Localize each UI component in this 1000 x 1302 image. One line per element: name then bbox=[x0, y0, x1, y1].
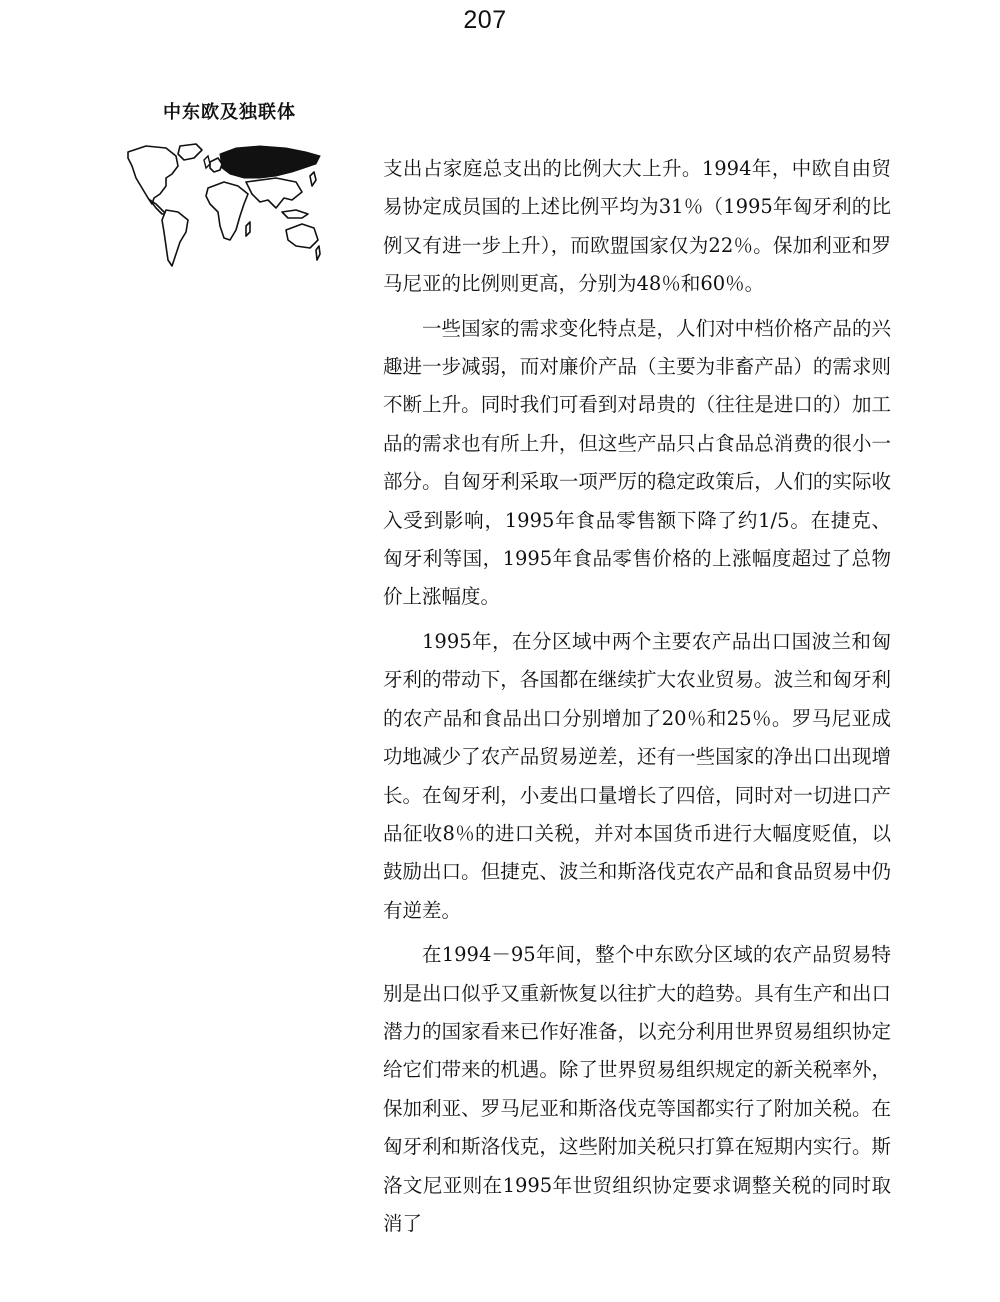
greenland-shape bbox=[178, 144, 202, 160]
world-map-icon bbox=[126, 142, 322, 270]
paragraph-3: 1995年，在分区域中两个主要农产品出口国波兰和匈牙利的带动下，各国都在继续扩大农业贸易。波兰和匈牙利的农产品和食品出口分别增加了20％和25％。罗马尼亚成功地减少了农产品贸易逆差，还有一些国家的净出口出现增长。在匈牙利，小麦出口量增长了四倍，同时对一切进口产品征收8％的进口关税，并对本国货币进行大幅度贬值，以鼓励出口。但捷克、波兰和斯洛伐克农产品和食品贸易中仍有逆差。 bbox=[383, 629, 891, 922]
page-number: 207 bbox=[463, 6, 507, 34]
new-zealand-shape bbox=[316, 246, 320, 260]
madagascar-shape bbox=[246, 222, 250, 236]
paragraph-1: 支出占家庭总支出的比例大大上升。1994年，中欧自由贸易协定成员国的上述比例平均为31％（1995年匈牙利的比例又有进一步上升），而欧盟国家仅为22％。保加利亚和罗马尼亚的比例则更高，分别为48％和60％。 bbox=[383, 157, 891, 296]
south-asia-shape bbox=[246, 178, 302, 208]
africa-shape bbox=[206, 182, 248, 240]
section-title: 中东欧及独联体 bbox=[163, 102, 296, 123]
paragraph-4: 在1994－95年间，整个中东欧分区域的农产品贸易特别是出口似乎又重新恢复以往扩大的趋势。具有生产和出口潜力的国家看来已作好准备，以充分利用世界贸易组织协定给它们带来的机遇。除了世界贸易组织规定的新关税率外，保加利亚、罗马尼亚和斯洛伐克等国都实行了附加关税。在匈牙利和斯洛伐克，这些附加关税只打算在短期内实行。斯洛文尼亚则在1995年世贸组织协定要求调整关税的同时取消了 bbox=[383, 943, 891, 1235]
south-america-shape bbox=[162, 210, 188, 266]
body-text bbox=[383, 150, 891, 1243]
north-america-shape bbox=[128, 146, 178, 204]
japan-shape bbox=[310, 172, 316, 186]
europe-west-shape bbox=[210, 158, 222, 172]
central-america-shape bbox=[150, 200, 166, 214]
indonesia-shape bbox=[282, 210, 308, 218]
australia-shape bbox=[286, 224, 318, 248]
cee-cis-region-shape bbox=[220, 146, 320, 178]
paragraph-2: 一些国家的需求变化特点是，人们对中档价格产品的兴趣进一步减弱，而对廉价产品（主要为非畜产品）的需求则不断上升。同时我们可看到对昂贵的（往往是进口的）加工品的需求也有所上升，但这些产品只占食品总消费的很小一部分。自匈牙利采取一项严厉的稳定政策后，人们的实际收入受到影响，1995年食品零售额下降了约1/5。在捷克、匈牙利等国，1995年食品零售价格的上涨幅度超过了总物价上涨幅度。 bbox=[383, 316, 891, 609]
british-isles-shape bbox=[204, 156, 210, 168]
